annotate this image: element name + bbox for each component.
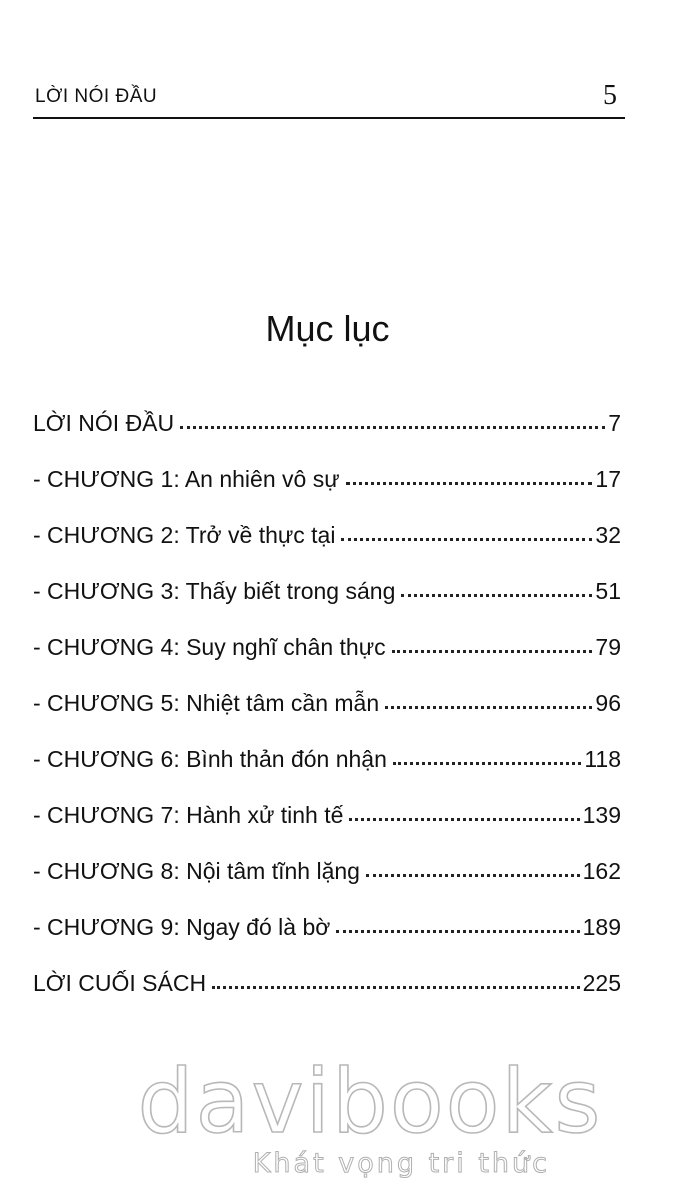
toc-entry-title: - CHƯƠNG 7: Hành xử tinh tế xyxy=(33,802,344,828)
running-header-page-number: 5 xyxy=(603,80,617,111)
toc-entry-title: - CHƯƠNG 8: Nội tâm tĩnh lặng xyxy=(33,858,360,884)
toc-entry-page: 32 xyxy=(595,522,621,548)
toc-entry xyxy=(33,405,621,461)
toc-entry-title: - CHƯƠNG 4: Suy nghĩ chân thực xyxy=(33,634,386,660)
toc-entry-page: 139 xyxy=(582,802,621,828)
toc-entry xyxy=(33,517,621,573)
toc-entry-page: 51 xyxy=(595,578,621,604)
dot-leader xyxy=(392,649,593,653)
toc-entry xyxy=(33,461,621,517)
toc-entry-title: - CHƯƠNG 5: Nhiệt tâm cần mẫn xyxy=(33,690,380,716)
toc-entry-title: - CHƯƠNG 6: Bình thản đón nhận xyxy=(33,746,387,772)
toc-entry-title: - CHƯƠNG 9: Ngay đó là bờ xyxy=(33,914,331,940)
dot-leader xyxy=(180,425,605,429)
dot-leader xyxy=(212,985,580,989)
toc-entry-page: 189 xyxy=(582,914,621,940)
toc-entry xyxy=(33,853,621,909)
toc-entry-page: 79 xyxy=(595,634,621,660)
toc-title: Mục lục xyxy=(265,308,390,349)
dot-leader xyxy=(341,537,592,541)
toc-entry xyxy=(33,741,621,797)
toc-entry-title: - CHƯƠNG 3: Thấy biết trong sáng xyxy=(33,578,396,604)
header-rule xyxy=(33,117,625,119)
toc-entry-title: - CHƯƠNG 2: Trở về thực tại xyxy=(33,522,336,548)
dot-leader xyxy=(346,481,593,485)
toc-entry xyxy=(33,629,621,685)
toc-entry-title: LỜI NÓI ĐẦU xyxy=(33,410,175,436)
toc-entry-page: 96 xyxy=(595,690,621,716)
dot-leader xyxy=(385,705,592,709)
toc-entry-page: 118 xyxy=(584,746,621,772)
toc-entry xyxy=(33,573,621,629)
toc-entry-title: - CHƯƠNG 1: An nhiên vô sự xyxy=(33,466,340,492)
dot-leader xyxy=(349,817,579,821)
toc-entry-page: 162 xyxy=(582,858,621,884)
toc-entry-title: LỜI CUỐI SÁCH xyxy=(33,970,207,996)
toc-entry-page: 7 xyxy=(608,410,621,436)
toc-entry-page: 225 xyxy=(582,970,621,996)
dot-leader xyxy=(393,761,581,765)
dot-leader xyxy=(336,929,579,933)
toc-entry xyxy=(33,965,621,1021)
watermark-logo: davibooks xyxy=(137,1050,603,1153)
toc-entry xyxy=(33,797,621,853)
toc-entry xyxy=(33,909,621,965)
running-header-title: LỜI NÓI ĐẦU xyxy=(35,86,158,107)
table-of-contents xyxy=(33,405,621,1021)
dot-leader xyxy=(401,593,592,597)
dot-leader xyxy=(366,873,580,877)
toc-entry-page: 17 xyxy=(595,466,621,492)
watermark-tagline: Khát vọng tri thức xyxy=(252,1148,550,1179)
toc-entry xyxy=(33,685,621,741)
